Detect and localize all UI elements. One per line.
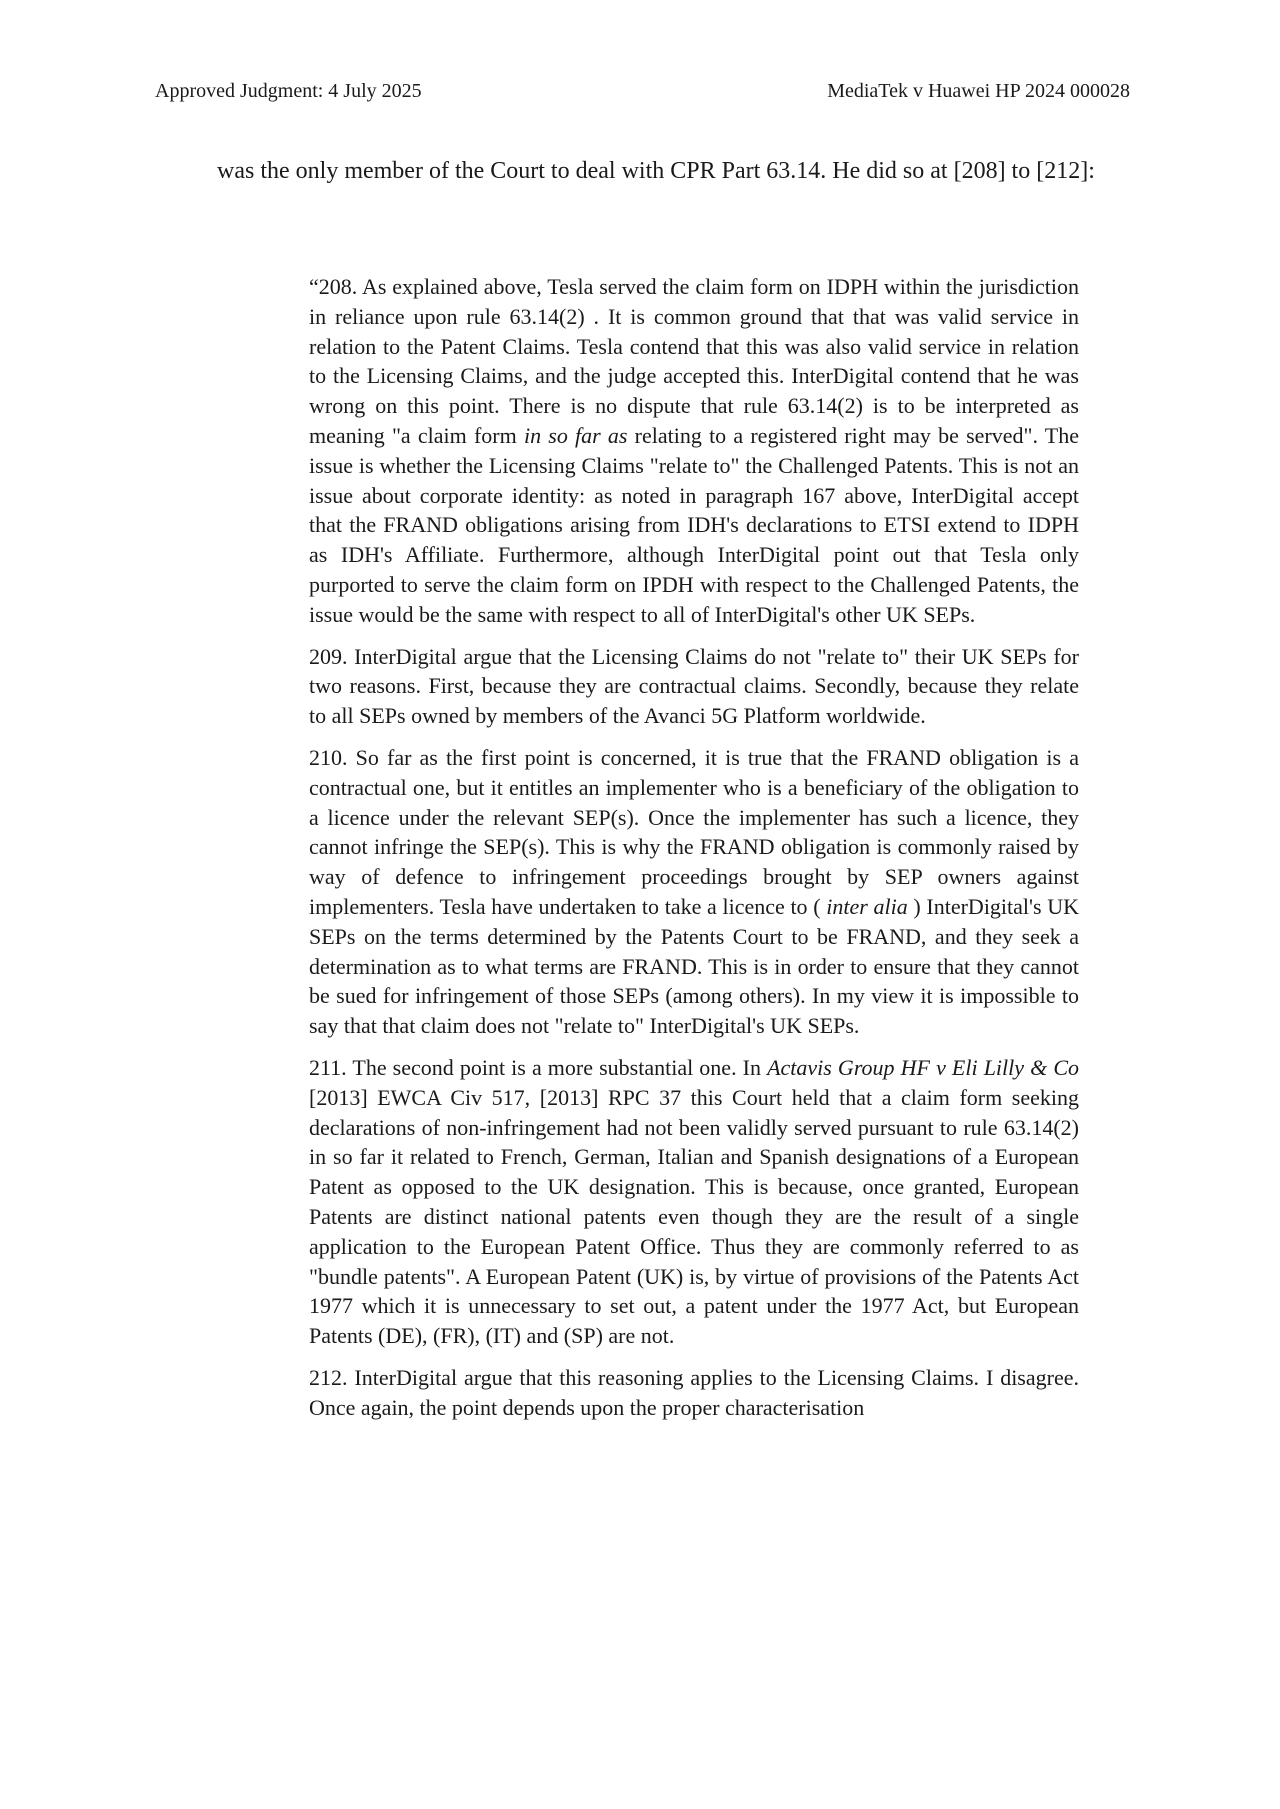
quoted-passage [309,272,1079,1434]
paragraph-209: 209. InterDigital argue that the Licensing Claims do not "relate to" their UK SEPs for two reasons. First, because they are contractual claims. Secondly, because they relate to all SEPs owned by members of the Avanci 5G Platform worldwide. [309,643,1079,729]
case-citation: Actavis Group HF v Eli Lilly & Co [767,1054,1079,1080]
judgment-date: Approved Judgment: 4 July 2025 [155,80,422,102]
case-reference: MediaTek v Huawei HP 2024 000028 [827,80,1130,102]
intro-paragraph: was the only member of the Court to deal with CPR Part 63.14. He did so at [208] to [212]: [217,158,1095,184]
paragraph-212: 212. InterDigital argue that this reasoning applies to the Licensing Claims. I disagree. Once again, the point depends upon the proper characterisation [309,1364,1079,1420]
paragraph-208: “208. As explained above, Tesla served the claim form on IDPH within the jurisdiction in reliance upon rule 63.14(2) . It is common ground that that was valid service in relation to the Patent Claims. Tesla contend that this was also valid service in relation to the Licensing Claims, and the judge accepted this. InterDigital contend that he was wrong on this point. There is no dispute that rule 63.14(2) is to be interpreted as meaning "a claim form in so far as relating to a registered right may be served". The issue is whether the Licensing Claims "relate to" the Challenged Patents. This is not an issue about corporate identity: as noted in paragraph 167 above, InterDigital accept that the FRAND obligations arising from IDH's declarations to ETSI extend to IDPH as IDH's Affiliate. Furthermore, although InterDigital point out that Tesla only purported to serve the claim form on IPDH with respect to the Challenged Patents, the issue would be the same with respect to all of InterDigital's other UK SEPs. [309,274,1079,627]
emphasis-inter-alia: inter alia [826,893,908,919]
running-header [155,76,1130,106]
paragraph-211: 211. The second point is a more substantial one. In Actavis Group HF v Eli Lilly & Co [2013] EWCA Civ 517, [2013] RPC 37 this Court held that a claim form seeking declarations of non-infringement had not been validly served pursuant to rule 63.14(2) in so far it related to French, German, Italian and Spanish designations of a European Patent as opposed to the UK designation. This is because, once granted, European Patents are distinct national patents even though they are the result of a single application to the European Patent Office. Thus they are commonly referred to as "bundle patents". A European Patent (UK) is, by virtue of provisions of the Patents Act 1977 which it is unnecessary to set out, a patent under the 1977 Act, but European Patents (DE), (FR), (IT) and (SP) are not. [309,1054,1079,1349]
emphasis-in-so-far-as: in so far as [523,422,628,448]
paragraph-210: 210. So far as the first point is concerned, it is true that the FRAND obligation is a contractual one, but it entitles an implementer who is a beneficiary of the obligation to a licence under the relevant SEP(s). Once the implementer has such a licence, they cannot infringe the SEP(s). This is why the FRAND obligation is commonly raised by way of defence to infringement proceedings brought by SEP owners against implementers. Tesla have undertaken to take a licence to ( inter alia ) InterDigital's UK SEPs on the terms determined by the Patents Court to be FRAND, and they seek a determination as to what terms are FRAND. This is in order to ensure that they cannot be sued for infringement of those SEPs (among others). In my view it is impossible to say that that claim does not "relate to" InterDigital's UK SEPs. [309,744,1080,1039]
